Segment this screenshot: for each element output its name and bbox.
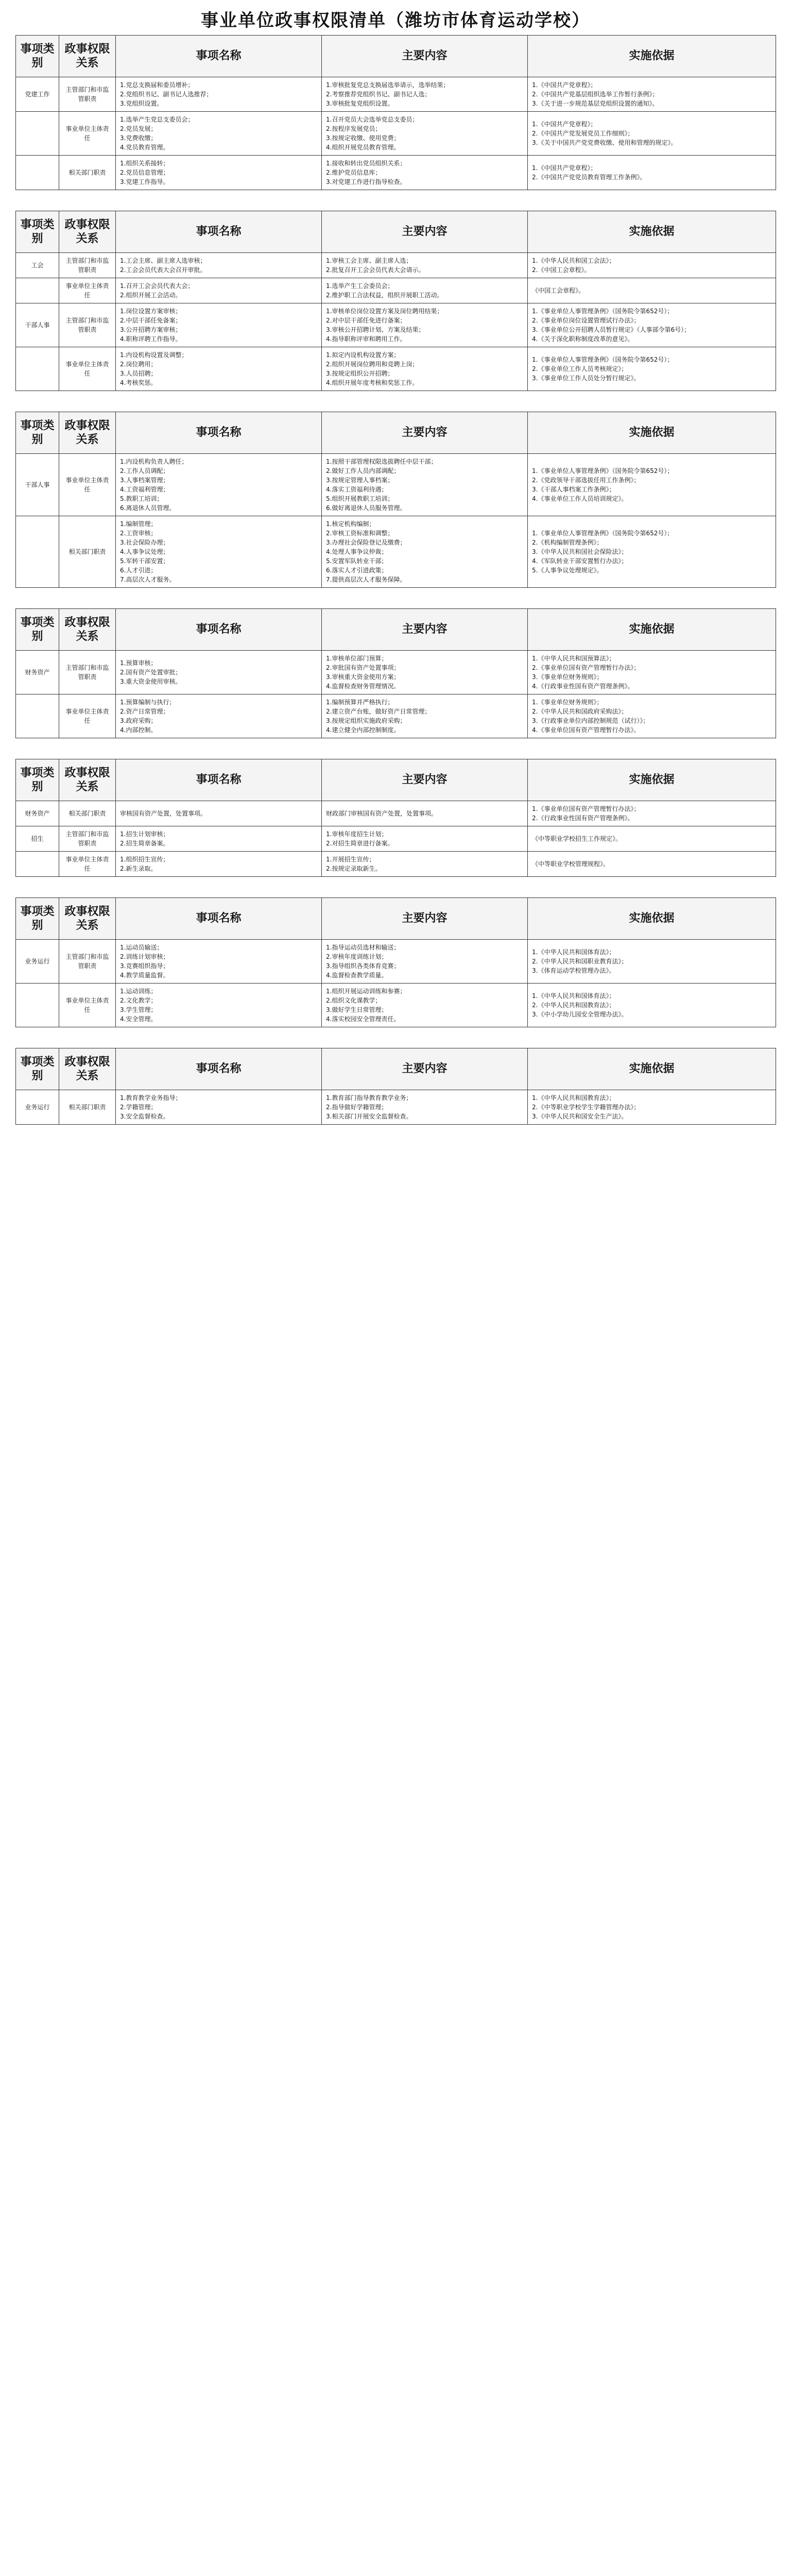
header-content: 主要内容 xyxy=(322,898,528,940)
section-1 xyxy=(15,211,776,391)
relation-cell: 事业单位主体责任 xyxy=(59,984,116,1027)
basis-cell: 1.《中国共产党章程》； 2.《中国共产党基层组织选举工作暂行条例》； 3.《关于进一步规范基层党组织设置的通知》。 xyxy=(528,77,776,112)
document-title: 事业单位政事权限清单（潍坊市体育运动学校） xyxy=(201,10,590,31)
content-cell: 1.审核单位岗位设置方案及岗位聘用结果； 2.对中层干部任免进行备案； 3.审核公开招聘计划、方案及结果； 4.指导职称评审和聘用工作。 xyxy=(322,303,528,347)
relation-cell: 事业单位主体责任 xyxy=(59,454,116,516)
basis-cell: 1.《中华人民共和国体育法》； 2.《中华人民共和国职业教育法》； 3.《体育运动学校管理办法》。 xyxy=(528,940,776,984)
item-name-cell: 1.召开工会会员代表大会； 2.组织开展工会活动。 xyxy=(116,278,322,303)
header-item-name: 事项名称 xyxy=(116,898,322,940)
permission-table xyxy=(15,412,776,588)
content-cell: 1.教育部门指导教育教学业务； 2.指导做好学籍管理； 3.相关部门开展安全监督检查。 xyxy=(322,1090,528,1125)
category-cell xyxy=(16,112,59,156)
header-basis: 实施依据 xyxy=(528,1048,776,1090)
section-4 xyxy=(15,759,776,877)
table-header-row xyxy=(16,412,776,454)
header-relation: 政事权限关系 xyxy=(59,609,116,651)
header-category: 事项类别 xyxy=(16,412,59,454)
header-basis: 实施依据 xyxy=(528,759,776,801)
table-row xyxy=(16,852,776,877)
header-basis: 实施依据 xyxy=(528,609,776,651)
relation-cell: 主管部门和市监管职责 xyxy=(59,940,116,984)
item-name-cell: 1.运动员输送； 2.训练计划审核； 3.竞赛组织指导； 4.教学质量监督。 xyxy=(116,940,322,984)
basis-cell: 1.《事业单位人事管理条例》（国务院令第652号）； 2.《党政领导干部选拔任用工作条例》； 3.《干部人事档案工作条例》； 4.《事业单位工作人员培训规定》。 xyxy=(528,454,776,516)
header-item-name: 事项名称 xyxy=(116,609,322,651)
table-row xyxy=(16,156,776,190)
relation-cell: 事业单位主体责任 xyxy=(59,347,116,391)
header-category: 事项类别 xyxy=(16,898,59,940)
section-3 xyxy=(15,608,776,738)
header-category: 事项类别 xyxy=(16,211,59,253)
section-2 xyxy=(15,412,776,588)
basis-cell: 1.《事业单位人事管理条例》（国务院令第652号）； 2.《事业单位岗位设置管理试行办法》； 3.《事业单位公开招聘人员暂行规定》（人事部令第6号）； 4.《关于深化职称制度改革的意见》。 xyxy=(528,303,776,347)
category-cell xyxy=(16,984,59,1027)
table-header-row xyxy=(16,759,776,801)
section-5 xyxy=(15,897,776,1027)
category-cell xyxy=(16,156,59,190)
content-cell: 1.审核批复党总支换届选举请示，选举结果； 2.考察推荐党组织书记、副书记人选； 3.审核批复党组织设置。 xyxy=(322,77,528,112)
table-header-row xyxy=(16,1048,776,1090)
table-header-row xyxy=(16,211,776,253)
header-category: 事项类别 xyxy=(16,36,59,77)
header-basis: 实施依据 xyxy=(528,211,776,253)
basis-cell: 1.《事业单位人事管理条例》（国务院令第652号）； 2.《事业单位工作人员考核规定》； 3.《事业单位工作人员处分暂行规定》。 xyxy=(528,347,776,391)
content-cell: 1.指导运动员选材和输送； 2.审核年度训练计划； 3.指导组织各类体育竞赛； 4.监督检查教学质量。 xyxy=(322,940,528,984)
header-relation: 政事权限关系 xyxy=(59,36,116,77)
table-row xyxy=(16,112,776,156)
item-name-cell: 1.组织关系接转； 2.党员信息管理； 3.党建工作指导。 xyxy=(116,156,322,190)
item-name-cell: 1.编制管理； 2.工资审核； 3.社会保险办理； 4.人事争议处理； 5.军转干部安置； 6.人才引进； 7.高层次人才服务。 xyxy=(116,516,322,588)
item-name-cell: 1.教育教学业务指导； 2.学籍管理； 3.安全监督检查。 xyxy=(116,1090,322,1125)
content-cell: 1.开展招生宣传； 2.按规定录取新生。 xyxy=(322,852,528,877)
relation-cell: 主管部门和市监管职责 xyxy=(59,651,116,694)
item-name-cell: 审核国有资产处置，处置事项。 xyxy=(116,801,322,826)
basis-cell: 1.《事业单位财务规则》； 2.《中华人民共和国政府采购法》； 3.《行政事业单位内部控制规范（试行）》； 4.《事业单位国有资产管理暂行办法》。 xyxy=(528,694,776,738)
header-category: 事项类别 xyxy=(16,759,59,801)
table-row xyxy=(16,347,776,391)
table-row xyxy=(16,826,776,852)
content-cell: 1.审核年度招生计划； 2.对招生简章进行备案。 xyxy=(322,826,528,852)
category-cell: 财务资产 xyxy=(16,801,59,826)
header-relation: 政事权限关系 xyxy=(59,211,116,253)
header-content: 主要内容 xyxy=(322,609,528,651)
permission-table xyxy=(15,211,776,391)
item-name-cell: 1.内设机构负责人聘任； 2.工作人员调配； 3.人事档案管理； 4.工资福利管理； 5.教职工培训； 6.离退休人员管理。 xyxy=(116,454,322,516)
table-header-row xyxy=(16,609,776,651)
header-relation: 政事权限关系 xyxy=(59,759,116,801)
category-cell: 干部人事 xyxy=(16,303,59,347)
table-row xyxy=(16,694,776,738)
table-row xyxy=(16,651,776,694)
content-cell: 财政部门审核国有资产处置，处置事项。 xyxy=(322,801,528,826)
category-cell xyxy=(16,278,59,303)
content-cell: 1.选举产生工会委员会； 2.维护职工合法权益，组织开展职工活动。 xyxy=(322,278,528,303)
header-basis: 实施依据 xyxy=(528,36,776,77)
table-row xyxy=(16,253,776,278)
relation-cell: 主管部门和市监管职责 xyxy=(59,77,116,112)
category-cell: 业务运行 xyxy=(16,940,59,984)
relation-cell: 事业单位主体责任 xyxy=(59,694,116,738)
category-cell: 招生 xyxy=(16,826,59,852)
item-name-cell: 1.选举产生党总支委员会； 2.党员发展； 3.党费收缴； 4.党员教育管理。 xyxy=(116,112,322,156)
content-cell: 1.组织开展运动训练和参赛； 2.组织文化课教学； 3.做好学生日常管理； 4.落实校园安全管理责任。 xyxy=(322,984,528,1027)
relation-cell: 相关部门职责 xyxy=(59,156,116,190)
header-basis: 实施依据 xyxy=(528,898,776,940)
category-cell: 干部人事 xyxy=(16,454,59,516)
item-name-cell: 1.组织招生宣传； 2.新生录取。 xyxy=(116,852,322,877)
relation-cell: 事业单位主体责任 xyxy=(59,278,116,303)
table-row xyxy=(16,77,776,112)
table-row xyxy=(16,303,776,347)
basis-cell: 1.《中国共产党章程》； 2.《中国共产党党员教育管理工作条例》。 xyxy=(528,156,776,190)
header-item-name: 事项名称 xyxy=(116,211,322,253)
basis-cell: 1.《中华人民共和国体育法》； 2.《中华人民共和国教育法》； 3.《中小学幼儿园安全管理办法》。 xyxy=(528,984,776,1027)
category-cell xyxy=(16,516,59,588)
basis-cell: 1.《中国共产党章程》； 2.《中国共产党发展党员工作细则》； 3.《关于中国共产党党费收缴、使用和管理的规定》。 xyxy=(528,112,776,156)
table-header-row xyxy=(16,36,776,77)
header-content: 主要内容 xyxy=(322,211,528,253)
header-relation: 政事权限关系 xyxy=(59,412,116,454)
permission-table xyxy=(15,897,776,1027)
relation-cell: 事业单位主体责任 xyxy=(59,112,116,156)
table-row xyxy=(16,984,776,1027)
item-name-cell: 1.招生计划审核； 2.招生简章备案。 xyxy=(116,826,322,852)
content-cell: 1.审核单位部门预算； 2.审批国有资产处置事项； 3.审核重大资金使用方案； 4.监督检查财务管理情况。 xyxy=(322,651,528,694)
basis-cell: 《中等职业学校招生工作规定》。 xyxy=(528,826,776,852)
item-name-cell: 1.岗位设置方案审核； 2.中层干部任免备案； 3.公开招聘方案审核； 4.职称评聘工作指导。 xyxy=(116,303,322,347)
category-cell xyxy=(16,694,59,738)
header-content: 主要内容 xyxy=(322,1048,528,1090)
header-category: 事项类别 xyxy=(16,609,59,651)
relation-cell: 主管部门和市监管职责 xyxy=(59,826,116,852)
relation-cell: 相关部门职责 xyxy=(59,1090,116,1125)
item-name-cell: 1.内设机构设置及调整； 2.岗位聘用； 3.人员招聘； 4.考核奖惩。 xyxy=(116,347,322,391)
category-cell: 财务资产 xyxy=(16,651,59,694)
content-cell: 1.按照干部管理权限选拔聘任中层干部； 2.做好工作人员内部调配； 3.按规定管理人事档案； 4.落实工资福利待遇； 5.组织开展教职工培训； 6.做好离退休人员服务管理。 xyxy=(322,454,528,516)
category-cell xyxy=(16,347,59,391)
section-0 xyxy=(15,35,776,190)
header-content: 主要内容 xyxy=(322,759,528,801)
category-cell: 党建工作 xyxy=(16,77,59,112)
section-6 xyxy=(15,1048,776,1125)
table-header-row xyxy=(16,898,776,940)
item-name-cell: 1.运动训练； 2.文化教学； 3.学生管理； 4.安全管理。 xyxy=(116,984,322,1027)
basis-cell: 1.《中华人民共和国预算法》； 2.《事业单位国有资产管理暂行办法》； 3.《事业单位财务规则》； 4.《行政事业性国有资产管理条例》。 xyxy=(528,651,776,694)
header-item-name: 事项名称 xyxy=(116,36,322,77)
basis-cell: 《中等职业学校管理规程》。 xyxy=(528,852,776,877)
item-name-cell: 1.工会主席、副主席人选审核； 2.工会会员代表大会召开审批。 xyxy=(116,253,322,278)
header-content: 主要内容 xyxy=(322,36,528,77)
content-cell: 1.拟定内设机构设置方案； 2.组织开展岗位聘用和竞聘上岗； 3.按规定组织公开招聘； 4.组织开展年度考核和奖惩工作。 xyxy=(322,347,528,391)
item-name-cell: 1.预算编制与执行； 2.资产日常管理； 3.政府采购； 4.内部控制。 xyxy=(116,694,322,738)
content-cell: 1.召开党员大会选举党总支委员； 2.按程序发展党员； 3.按规定收缴、使用党费； 4.组织开展党员教育管理。 xyxy=(322,112,528,156)
permission-table xyxy=(15,35,776,190)
header-relation: 政事权限关系 xyxy=(59,898,116,940)
category-cell xyxy=(16,852,59,877)
content-cell: 1.接收和转出党员组织关系； 2.维护党员信息库； 3.对党建工作进行指导检查。 xyxy=(322,156,528,190)
basis-cell: 1.《中华人民共和国教育法》； 2.《中等职业学校学生学籍管理办法》； 3.《中华人民共和国安全生产法》。 xyxy=(528,1090,776,1125)
category-cell: 业务运行 xyxy=(16,1090,59,1125)
content-cell: 1.审核工会主席、副主席人选； 2.批复召开工会会员代表大会请示。 xyxy=(322,253,528,278)
relation-cell: 主管部门和市监管职责 xyxy=(59,253,116,278)
permission-table xyxy=(15,608,776,738)
relation-cell: 事业单位主体责任 xyxy=(59,852,116,877)
basis-cell: 《中国工会章程》。 xyxy=(528,278,776,303)
relation-cell: 相关部门职责 xyxy=(59,801,116,826)
table-row xyxy=(16,801,776,826)
table-row xyxy=(16,278,776,303)
table-row xyxy=(16,516,776,588)
relation-cell: 相关部门职责 xyxy=(59,516,116,588)
basis-cell: 1.《事业单位人事管理条例》（国务院令第652号）； 2.《机构编制管理条例》； 3.《中华人民共和国社会保险法》； 4.《军队转业干部安置暂行办法》； 5.《人事争议处理规定》。 xyxy=(528,516,776,588)
table-row xyxy=(16,1090,776,1125)
permission-table xyxy=(15,1048,776,1125)
header-category: 事项类别 xyxy=(16,1048,59,1090)
category-cell: 工会 xyxy=(16,253,59,278)
item-name-cell: 1.预算审核； 2.国有资产处置审批； 3.重大资金使用审核。 xyxy=(116,651,322,694)
header-item-name: 事项名称 xyxy=(116,1048,322,1090)
permission-table xyxy=(15,759,776,877)
item-name-cell: 1.党总支换届和委员增补； 2.党组织书记、副书记人选推荐； 3.党组织设置。 xyxy=(116,77,322,112)
header-content: 主要内容 xyxy=(322,412,528,454)
header-basis: 实施依据 xyxy=(528,412,776,454)
header-item-name: 事项名称 xyxy=(116,412,322,454)
basis-cell: 1.《事业单位国有资产管理暂行办法》； 2.《行政事业性国有资产管理条例》。 xyxy=(528,801,776,826)
basis-cell: 1.《中华人民共和国工会法》； 2.《中国工会章程》。 xyxy=(528,253,776,278)
table-row xyxy=(16,454,776,516)
sections-container xyxy=(0,35,791,1125)
content-cell: 1.编制预算并严格执行； 2.建立资产台账，做好资产日常管理； 3.按规定组织实施政府采购； 4.建立健全内部控制制度。 xyxy=(322,694,528,738)
content-cell: 1.核定机构编制； 2.审核工资标准和调整； 3.办理社会保险登记及缴费； 4.处理人事争议仲裁； 5.安置军队转业干部； 6.落实人才引进政策； 7.提供高层次人才服务保障。 xyxy=(322,516,528,588)
relation-cell: 主管部门和市监管职责 xyxy=(59,303,116,347)
header-item-name: 事项名称 xyxy=(116,759,322,801)
header-relation: 政事权限关系 xyxy=(59,1048,116,1090)
table-row xyxy=(16,940,776,984)
